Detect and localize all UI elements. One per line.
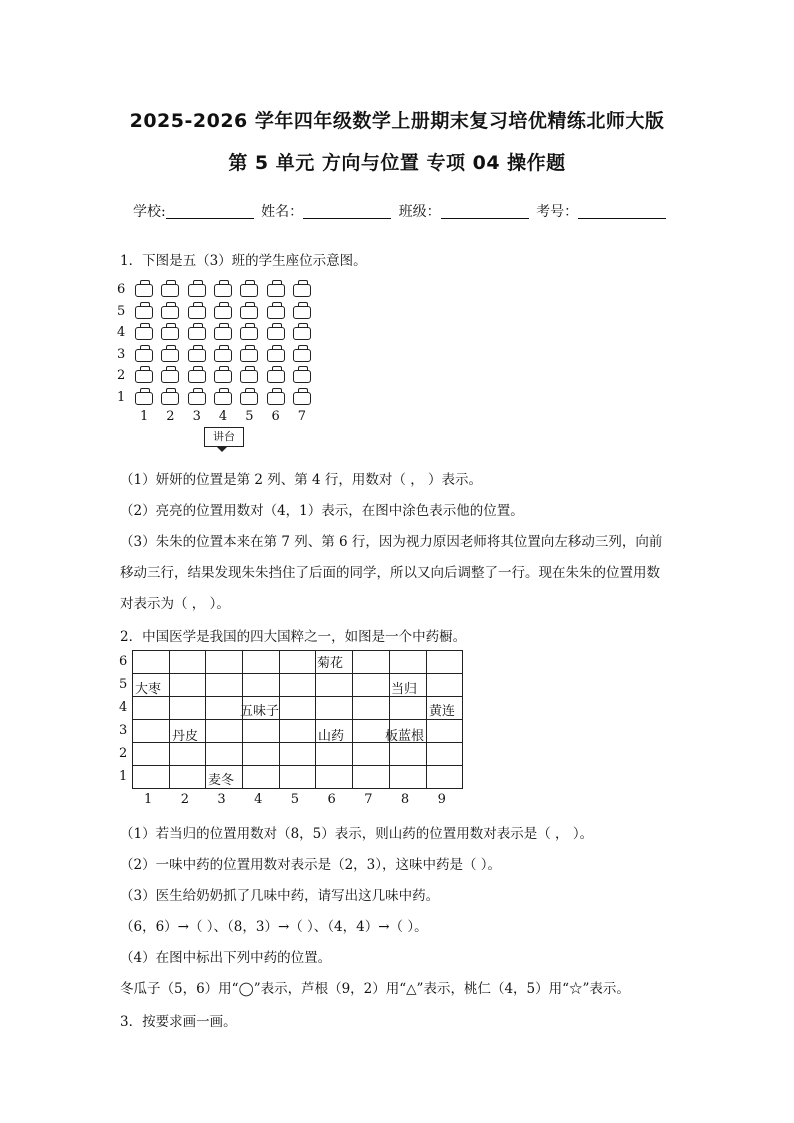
exam-no-blank[interactable] [578, 204, 666, 219]
seat[interactable] [267, 284, 285, 297]
seat[interactable] [240, 327, 258, 340]
class-blank[interactable] [441, 204, 529, 219]
seat[interactable] [293, 327, 311, 340]
herb-label: 丹皮 [172, 729, 199, 744]
q1-stem: 1．下图是五（3）班的学生座位示意图。 [120, 253, 367, 269]
cabinet-cell[interactable] [279, 720, 316, 743]
q2-stem: 2．中国医学是我国的四大国粹之一，如图是一个中药橱。 [120, 629, 467, 645]
cabinet-cell[interactable] [426, 720, 463, 743]
seat[interactable] [188, 370, 206, 383]
seat[interactable] [188, 349, 206, 362]
cabinet-column-label: 3 [217, 792, 226, 807]
cabinet-cell[interactable] [279, 766, 316, 789]
seat[interactable] [240, 370, 258, 383]
cabinet-row-label: 4 [119, 700, 128, 715]
seat[interactable] [161, 327, 179, 340]
seat[interactable] [161, 349, 179, 362]
seat[interactable] [214, 370, 232, 383]
cabinet-column-label: 1 [144, 792, 153, 807]
herb-label: 当归 [391, 682, 418, 697]
cabinet-column-label: 6 [327, 792, 336, 807]
cabinet-cell[interactable] [426, 743, 463, 766]
herb-label: 大枣 [135, 682, 162, 697]
cabinet-cell[interactable] [389, 651, 426, 674]
q2-sub3-sequence: （6，6）→（ ）、（8，3）→（ ）、（4，4）→（ ）。 [120, 919, 428, 935]
herb-label: 麦冬 [208, 773, 235, 788]
herb-label: 菊花 [317, 656, 344, 671]
seat[interactable] [267, 327, 285, 340]
q2-sub4: （4）在图中标出下列中药的位置。 [120, 950, 332, 966]
school-blank[interactable] [166, 204, 254, 219]
seat[interactable] [161, 392, 179, 405]
q2-sub3: （3）医生给奶奶抓了几味中药，请写出这几味中药。 [120, 888, 440, 904]
cabinet-cell[interactable] [243, 651, 280, 674]
cabinet-column-label: 5 [290, 792, 300, 807]
cabinet-cell[interactable] [426, 674, 463, 697]
cabinet-column-label: 9 [437, 792, 446, 807]
q3-stem: 3．按要求画一画。 [120, 1014, 237, 1030]
seat-row-label: 6 [117, 282, 126, 297]
seat[interactable] [214, 392, 232, 405]
seat-column-label: 1 [140, 409, 149, 424]
cabinet-cell[interactable] [133, 697, 170, 720]
cabinet-cell[interactable] [279, 743, 316, 766]
herb-label: 黄连 [429, 704, 456, 719]
seat[interactable] [161, 306, 179, 319]
seat[interactable] [293, 284, 311, 297]
cabinet-cell[interactable] [353, 651, 390, 674]
cabinet-cell[interactable] [316, 674, 353, 697]
exam-no-label: 考号： [536, 204, 579, 220]
cabinet-cell[interactable] [316, 743, 353, 766]
name-blank[interactable] [303, 204, 391, 219]
cabinet-row-label: 6 [119, 654, 128, 669]
cabinet-row-label: 3 [119, 723, 128, 738]
cabinet-cell[interactable] [133, 766, 170, 789]
cabinet-cell[interactable] [389, 766, 426, 789]
cabinet-cell[interactable] [279, 674, 316, 697]
seat[interactable] [188, 284, 206, 297]
herb-label: 山药 [318, 729, 345, 744]
seat-diagram [117, 276, 337, 456]
document-subtitle: 第 5 单元 方向与位置 专项 04 操作题 [228, 152, 566, 174]
cabinet-cell[interactable] [169, 766, 206, 789]
cabinet-cell[interactable] [279, 697, 316, 720]
q1-sub3-line2: 移动三行，结果发现朱朱挡住了后面的同学，所以又向后调整了一行。现在朱朱的位置用数 [120, 565, 660, 581]
seat[interactable] [135, 327, 153, 340]
student-info-line [133, 201, 673, 221]
cabinet-cell[interactable] [133, 720, 170, 743]
seat-column-label: 2 [166, 409, 175, 424]
q2-sub1: （1）若当归的位置用数对（8，5）表示，则山药的位置用数对表示是（ ， ）。 [120, 826, 594, 842]
cabinet-column-label: 2 [180, 792, 189, 807]
seat[interactable] [188, 327, 206, 340]
seat[interactable] [214, 349, 232, 362]
seat-column-label: 7 [297, 409, 307, 424]
seat[interactable] [135, 284, 153, 297]
cabinet-column-label: 7 [364, 792, 373, 807]
seat[interactable] [293, 370, 311, 383]
cabinet-cell[interactable] [133, 743, 170, 766]
medicine-cabinet-grid [117, 650, 467, 810]
seat-row-label: 1 [117, 389, 126, 405]
seat[interactable] [188, 392, 206, 405]
seat[interactable] [267, 349, 285, 362]
cabinet-cell[interactable] [169, 743, 206, 766]
seat[interactable] [293, 306, 311, 319]
cabinet-cell[interactable] [206, 674, 243, 697]
cabinet-cell[interactable] [169, 697, 206, 720]
cabinet-cell[interactable] [206, 743, 243, 766]
cabinet-table [132, 650, 463, 789]
cabinet-cell[interactable] [243, 674, 280, 697]
cabinet-row-label: 1 [119, 769, 128, 784]
seat[interactable] [214, 284, 232, 297]
cabinet-cell[interactable] [133, 651, 170, 674]
seat-row-label: 3 [117, 346, 126, 362]
seat-row-label: 2 [117, 368, 126, 383]
seat[interactable] [161, 284, 179, 297]
cabinet-cell[interactable] [426, 651, 463, 674]
seat-column-label: 6 [271, 409, 280, 424]
seat[interactable] [240, 349, 258, 362]
seat-column-label: 3 [192, 409, 201, 424]
q1-sub2: （2）亮亮的位置用数对（4，1）表示，在图中涂色表示他的位置。 [120, 503, 524, 519]
q1-sub3-line3: 对表示为（ ， ）。 [120, 596, 230, 612]
school-label: 学校: [133, 204, 166, 220]
cabinet-cell[interactable] [389, 697, 426, 720]
seat[interactable] [135, 392, 153, 405]
q2-sub2: （2）一味中药的位置用数对表示是（2，3），这味中药是（ ）。 [120, 857, 502, 873]
q2-sub4-detail: 冬瓜子（5，6）用“◯”表示，芦根（9，2）用“△”表示，桃仁（4，5）用“☆”表示。 [120, 981, 630, 997]
seat[interactable] [293, 392, 311, 405]
herb-label: 板蓝根 [385, 729, 425, 744]
seat[interactable] [240, 392, 258, 405]
seat-row-label: 5 [117, 303, 126, 319]
seat[interactable] [135, 370, 153, 383]
seat[interactable] [188, 306, 206, 319]
cabinet-cell[interactable] [353, 720, 390, 743]
cabinet-row-label: 2 [119, 746, 128, 761]
seat[interactable] [135, 306, 153, 319]
seat[interactable] [214, 327, 232, 340]
podium-label: 讲台 [204, 427, 244, 447]
cabinet-cell[interactable] [316, 766, 353, 789]
cabinet-cell[interactable] [206, 697, 243, 720]
seat-column-label: 5 [245, 409, 254, 424]
seat[interactable] [267, 370, 285, 383]
seat[interactable] [293, 349, 311, 362]
cabinet-column-label: 8 [400, 792, 410, 807]
seat[interactable] [135, 349, 153, 362]
cabinet-cell[interactable] [353, 743, 390, 766]
cabinet-cell[interactable] [243, 720, 280, 743]
cabinet-cell[interactable] [243, 743, 280, 766]
cabinet-cell[interactable] [353, 674, 390, 697]
seat[interactable] [240, 306, 258, 319]
seat-column-label: 4 [218, 409, 228, 424]
cabinet-cell[interactable] [279, 651, 316, 674]
seat-row-label: 4 [117, 325, 126, 340]
cabinet-cell[interactable] [353, 766, 390, 789]
cabinet-cell[interactable] [169, 674, 206, 697]
document-title: 2025-2026 学年四年级数学上册期末复习培优精练北师大版 [129, 110, 665, 132]
cabinet-cell[interactable] [206, 720, 243, 743]
class-label: 班级： [398, 204, 441, 220]
cabinet-row-label: 5 [119, 677, 128, 692]
cabinet-cell[interactable] [389, 743, 426, 766]
cabinet-cell[interactable] [206, 651, 243, 674]
seat[interactable] [240, 284, 258, 297]
seat[interactable] [267, 306, 285, 319]
name-label: 姓名： [261, 204, 304, 220]
seat[interactable] [214, 306, 232, 319]
q1-sub3-line1: （3）朱朱的位置本来在第 7 列、第 6 行，因为视力原因老师将其位置向左移动三列，向前 [120, 534, 663, 550]
cabinet-column-label: 4 [254, 792, 263, 807]
cabinet-cell[interactable] [169, 651, 206, 674]
cabinet-cell[interactable] [316, 697, 353, 720]
herb-label: 五味子 [240, 704, 280, 719]
cabinet-cell[interactable] [243, 766, 280, 789]
seat[interactable] [161, 370, 179, 383]
q1-sub1: （1）妍妍的位置是第 2 列、第 4 行，用数对（ ， ）表示。 [120, 472, 483, 488]
seat[interactable] [267, 392, 285, 405]
cabinet-cell[interactable] [353, 697, 390, 720]
cabinet-cell[interactable] [426, 766, 463, 789]
